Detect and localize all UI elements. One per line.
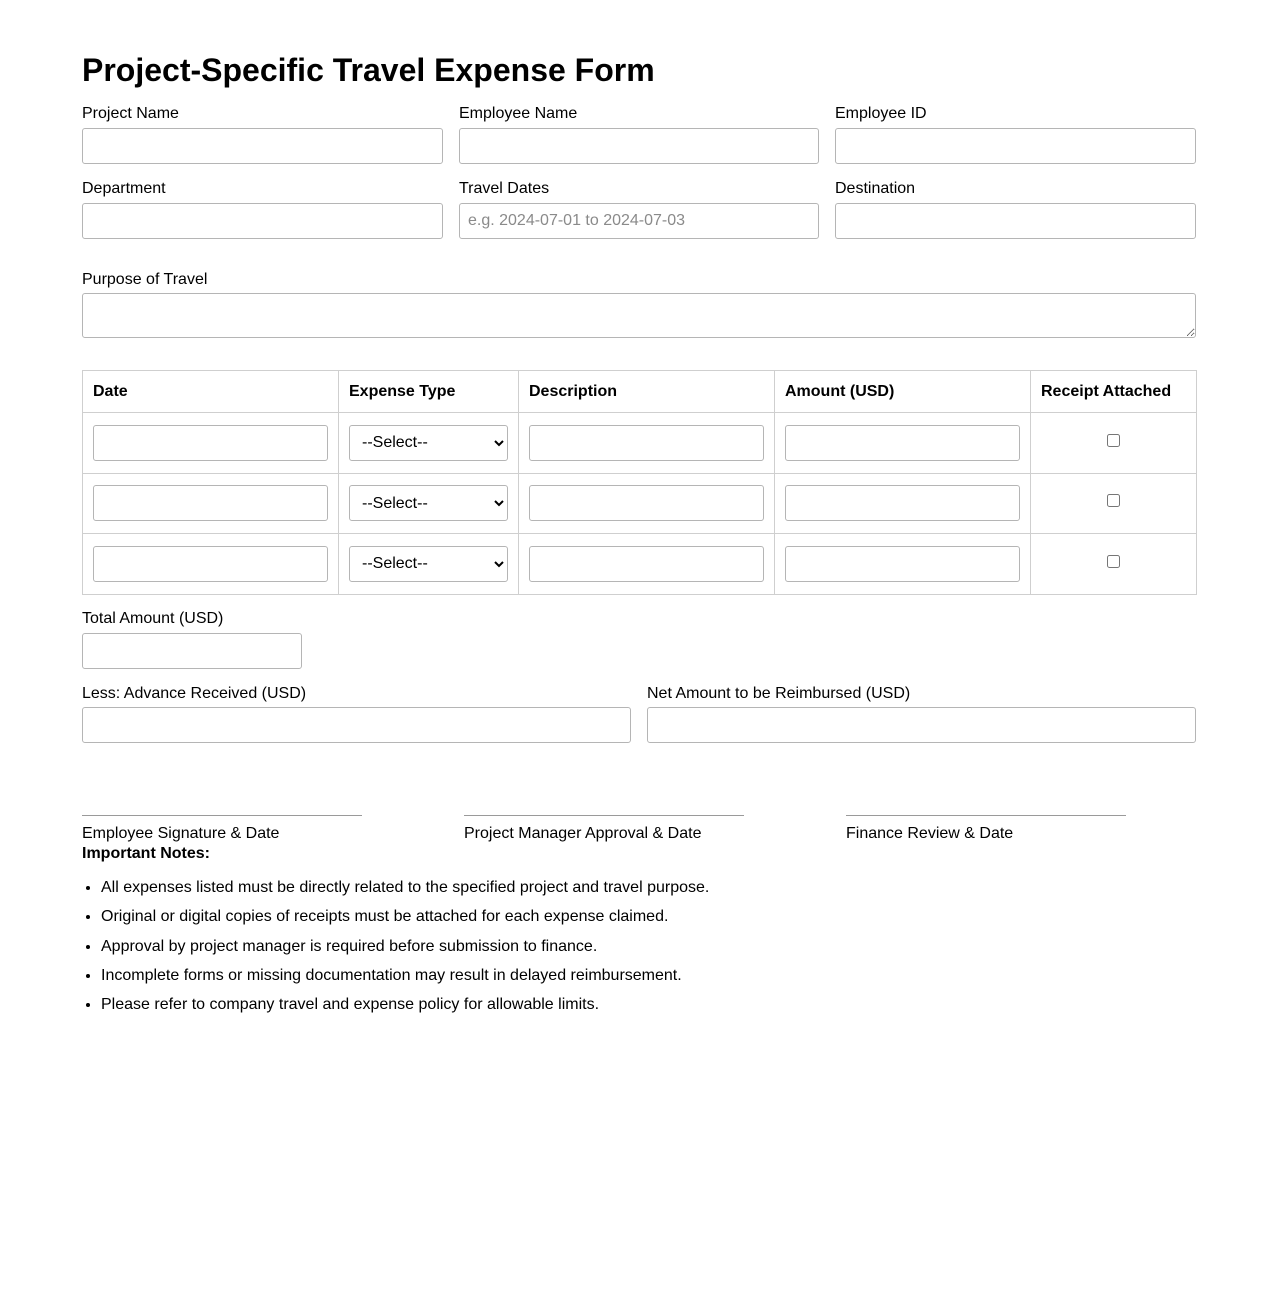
finance-review-label: Finance Review & Date <box>846 825 1014 842</box>
date-input[interactable] <box>93 546 328 582</box>
notes-list <box>82 878 1101 1024</box>
employee-name-label: Employee Name <box>459 105 578 122</box>
amount-input[interactable] <box>785 546 1020 582</box>
description-cell <box>519 473 775 534</box>
list-item: • Please refer to company travel and expense policy for allowable limits. <box>101 995 1101 1015</box>
description-input[interactable] <box>529 546 764 582</box>
receipt-checkbox[interactable] <box>1107 434 1120 447</box>
description-input[interactable] <box>529 425 764 461</box>
description-input[interactable] <box>529 485 764 521</box>
receipt-checkbox[interactable] <box>1107 494 1120 507</box>
travel-dates-label: Travel Dates <box>459 180 550 197</box>
expense-type-cell <box>339 413 519 474</box>
date-cell <box>83 473 339 534</box>
table-header-row <box>83 371 1197 413</box>
expense-type-select[interactable] <box>349 546 508 582</box>
department-label: Department <box>82 180 166 197</box>
list-item: • Original or digital copies of receipts must be attached for each expense claimed. <box>101 907 1101 927</box>
header-date: Date <box>83 371 339 413</box>
amount-cell <box>775 534 1031 595</box>
table-row <box>83 534 1197 595</box>
total-amount-input[interactable] <box>82 633 302 669</box>
table-row <box>83 473 1197 534</box>
expense-type-select[interactable] <box>349 425 508 461</box>
list-item: • All expenses listed must be directly related to the specified project and travel purpose. <box>101 878 1101 898</box>
purpose-label: Purpose of Travel <box>82 271 208 288</box>
employee-name-input[interactable] <box>459 128 819 164</box>
advance-received-input[interactable] <box>82 707 631 743</box>
employee-id-input[interactable] <box>835 128 1196 164</box>
employee-id-label: Employee ID <box>835 105 927 122</box>
receipt-cell <box>1031 534 1197 595</box>
amount-input[interactable] <box>785 425 1020 461</box>
page-title: Project-Specific Travel Expense Form <box>82 52 655 88</box>
date-cell <box>83 413 339 474</box>
amount-cell <box>775 413 1031 474</box>
header-expense-type: Expense Type <box>339 371 519 413</box>
notes-title: Important Notes: <box>82 845 210 862</box>
description-cell <box>519 534 775 595</box>
table-row <box>83 413 1197 474</box>
date-input[interactable] <box>93 485 328 521</box>
advance-received-label: Less: Advance Received (USD) <box>82 685 307 702</box>
purpose-textarea[interactable] <box>82 293 1196 338</box>
employee-signature-line <box>82 815 362 816</box>
header-receipt: Receipt Attached <box>1031 371 1197 413</box>
net-amount-input[interactable] <box>647 707 1196 743</box>
manager-approval-line <box>464 815 744 816</box>
project-name-input[interactable] <box>82 128 443 164</box>
list-item: • Approval by project manager is required before submission to finance. <box>101 937 1101 957</box>
project-name-label: Project Name <box>82 105 179 122</box>
header-amount: Amount (USD) <box>775 371 1031 413</box>
destination-label: Destination <box>835 180 916 197</box>
receipt-checkbox[interactable] <box>1107 555 1120 568</box>
expense-type-select[interactable] <box>349 485 508 521</box>
receipt-cell <box>1031 413 1197 474</box>
date-cell <box>83 534 339 595</box>
manager-approval-label: Project Manager Approval & Date <box>464 825 702 842</box>
net-amount-label: Net Amount to be Reimbursed (USD) <box>647 685 911 702</box>
total-amount-label: Total Amount (USD) <box>82 610 224 627</box>
receipt-cell <box>1031 473 1197 534</box>
description-cell <box>519 413 775 474</box>
expense-type-cell <box>339 534 519 595</box>
header-description: Description <box>519 371 775 413</box>
expense-type-cell <box>339 473 519 534</box>
travel-dates-input[interactable] <box>459 203 819 239</box>
amount-cell <box>775 473 1031 534</box>
expense-table <box>82 370 1197 595</box>
finance-review-line <box>846 815 1126 816</box>
employee-signature-label: Employee Signature & Date <box>82 825 280 842</box>
amount-input[interactable] <box>785 485 1020 521</box>
department-input[interactable] <box>82 203 443 239</box>
date-input[interactable] <box>93 425 328 461</box>
list-item: • Incomplete forms or missing documentation may result in delayed reimbursement. <box>101 966 1101 986</box>
destination-input[interactable] <box>835 203 1196 239</box>
